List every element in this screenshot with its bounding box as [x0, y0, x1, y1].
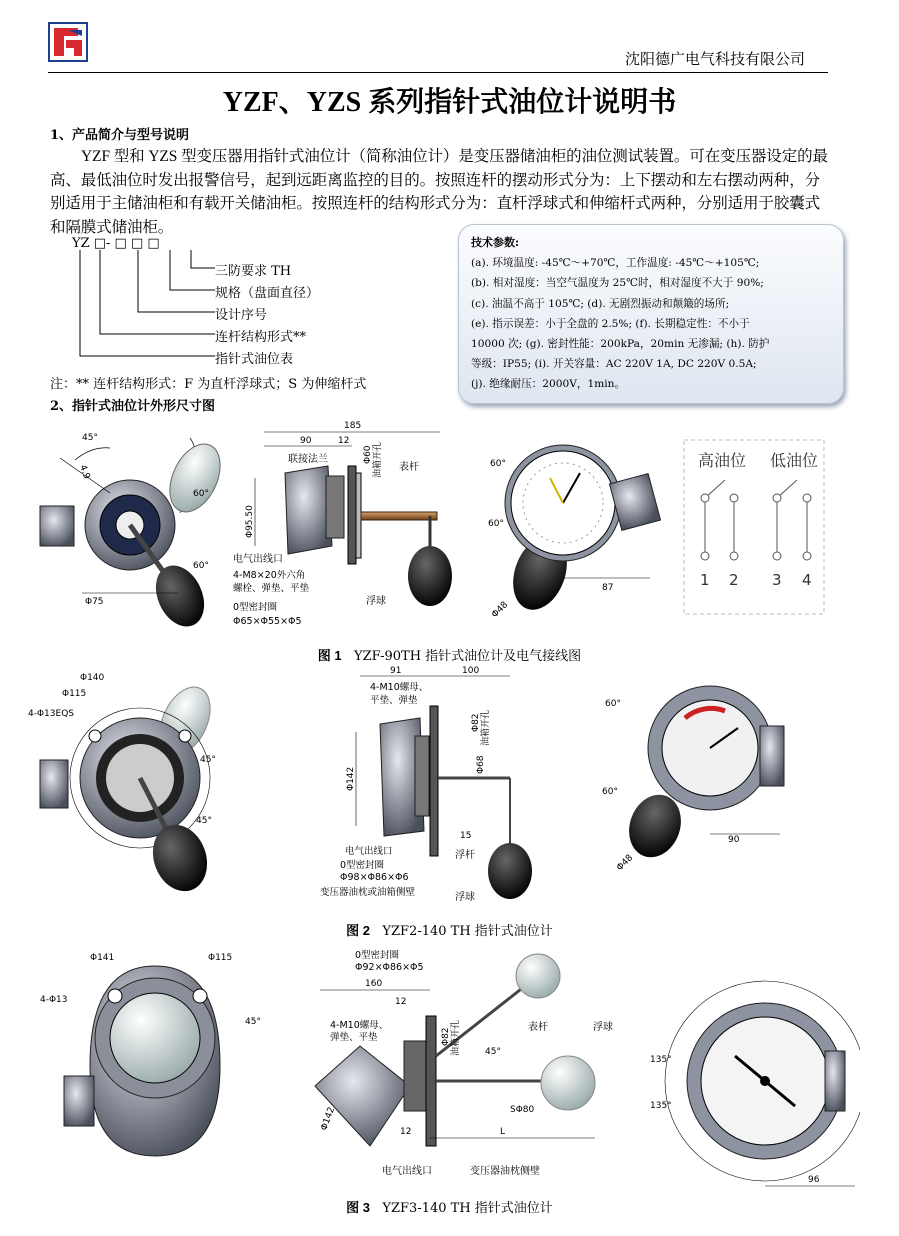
- figure-3-caption: [0, 1197, 899, 1216]
- dim: Φ48: [490, 599, 511, 621]
- tech-line: 等级：IP55; (i). 开关容量：AC 220V 1A, DC 220V 0.5A;: [471, 358, 757, 371]
- terminal-label: 3: [772, 571, 782, 589]
- dim: Φ140: [80, 673, 105, 683]
- terminal-label: 4: [802, 571, 812, 589]
- caption-text: YZF2-140 TH 指针式油位计: [382, 924, 553, 939]
- figure-2: [20, 666, 850, 906]
- dim: 60°: [488, 519, 504, 529]
- dim: 160: [365, 979, 383, 989]
- wiring-high-label: 高油位: [698, 451, 747, 470]
- figure-1: [30, 418, 860, 640]
- section-2-heading: 2、指针式油位计外形尺寸图: [50, 399, 216, 414]
- dim: 45°: [485, 1047, 501, 1057]
- dim: 12: [400, 1127, 412, 1137]
- dim: 135°: [650, 1101, 672, 1111]
- dim: Φ142: [319, 1105, 338, 1133]
- dim: 45°: [196, 816, 212, 826]
- dim: Φ82: [441, 1027, 451, 1046]
- label: 浮球: [366, 596, 386, 607]
- dim: 87: [602, 583, 614, 593]
- company-name: 沈阳德广电气科技有限公司: [624, 52, 805, 68]
- dim: Φ60: [363, 445, 373, 464]
- label: 浮杆: [455, 850, 475, 861]
- dim: 135°: [650, 1055, 672, 1065]
- label: 电气出线口: [345, 846, 393, 857]
- label: 联接法兰: [288, 454, 328, 465]
- model-label-5: 指针式油位表: [215, 352, 294, 367]
- fig3-front-view: [665, 981, 860, 1186]
- dim: 60°: [605, 699, 621, 709]
- intro-paragraph: YZF 型和 YZS 型变压器用指针式油位计（简称油位计）是变压器储油柜的油位测试装置。可在变压器设定的最高、最低油位时发出报警信号，起到远距离监控的目的。按照连杆的摆动形式分为：上下摆动和左右摆动两种，分别适用于主储油柜和有载开关储油柜。按照连杆的结构形式分为：直杆浮球式和伸缩杆式两种，分别适用于胶囊式和隔膜式储油柜。: [50, 148, 828, 236]
- tech-line: (j). 绝缘耐压：2000V，1min。: [471, 378, 626, 391]
- label: 变压器油枕侧壁: [470, 1166, 540, 1177]
- tech-line: 10000 次; (g). 密封性能：200kPa，20min 无渗漏; (h). 防护: [471, 338, 770, 351]
- terminal-label: 1: [700, 571, 710, 589]
- dim: Φ115: [208, 953, 233, 963]
- dim: 15: [460, 831, 472, 841]
- label: 电气出线口: [233, 554, 283, 565]
- dim: SΦ80: [510, 1105, 535, 1115]
- dim: 185: [344, 421, 362, 431]
- dim: 油箱开孔: [481, 709, 491, 746]
- tech-params-box: [458, 224, 844, 404]
- caption-number: 图 2: [346, 923, 371, 938]
- dim: 90: [300, 436, 312, 446]
- model-code: YZ □- □ □ □: [72, 236, 160, 251]
- dim: 12: [338, 436, 350, 446]
- dim: 96: [808, 1175, 820, 1185]
- dim: Φ68: [476, 755, 486, 774]
- dim: Φ95.50: [245, 505, 255, 538]
- caption-number: 图 1: [317, 648, 342, 663]
- dim: L: [500, 1127, 506, 1137]
- label: 平垫、弹垫: [370, 695, 418, 706]
- dim: Φ142: [346, 766, 356, 791]
- caption-number: 图 3: [346, 1200, 371, 1215]
- dim: Φ48: [615, 852, 636, 874]
- company-logo: [48, 22, 88, 62]
- label: 浮球: [593, 1022, 613, 1033]
- dim: 60°: [193, 561, 209, 571]
- terminal-label: 2: [729, 571, 739, 589]
- label: 电气出线口: [382, 1166, 432, 1177]
- figure-3: [30, 946, 860, 1190]
- tech-line: (b). 相对湿度：当空气温度为 25℃时，相对湿度不大于 90%;: [471, 277, 764, 290]
- dim: 12: [395, 997, 407, 1007]
- dim: Φ115: [62, 689, 87, 699]
- label: 4-M10螺母、: [330, 1020, 389, 1031]
- header-rule: [48, 72, 828, 73]
- dim: Φ82: [471, 713, 481, 732]
- document-title: YZF、YZS 系列指针式油位计说明书: [222, 87, 677, 118]
- label: 浮球: [455, 892, 475, 903]
- tech-line: (a). 环境温度: -45℃～+70℃，工作温度: -45℃～+105℃;: [471, 257, 760, 270]
- figure-1-caption: [0, 645, 899, 664]
- dim: 60°: [602, 787, 618, 797]
- fig2-front-view: [621, 686, 784, 865]
- dim: 60°: [490, 459, 506, 469]
- label: 螺栓、弹垫、平垫: [233, 583, 310, 594]
- dim: 45°: [245, 1017, 261, 1027]
- label: 4-M10螺母、: [370, 682, 429, 693]
- model-note: 注：** 连杆结构形式：F 为直杆浮球式；S 为伸缩杆式: [50, 377, 367, 392]
- dim: 91: [390, 666, 402, 676]
- tech-line: (c). 油温不高于 105℃; (d). 无剧烈振动和颠簸的场所;: [471, 297, 730, 310]
- label: Φ98×Φ86×Φ6: [340, 872, 409, 883]
- dim: 油箱开孔: [451, 1019, 461, 1056]
- fig3-top-view: [64, 966, 220, 1156]
- label: 0型密封圈: [355, 950, 400, 961]
- label: 0型密封圈: [233, 602, 278, 613]
- model-label-3: 设计序号: [215, 308, 268, 323]
- label: 变压器油枕或油箱侧壁: [320, 887, 416, 898]
- tech-line: (e). 指示误差：小于全盘的 2.5%; (f). 长期稳定性：不小于: [471, 317, 750, 330]
- label: Φ65×Φ55×Φ5: [233, 616, 302, 627]
- fig1-top-view: [40, 436, 230, 634]
- dim: 60°: [193, 489, 209, 499]
- dim: 油箱开孔: [373, 441, 383, 478]
- dim: Φ141: [90, 953, 115, 963]
- model-label-2: 规格（盘面直径）: [215, 286, 320, 301]
- dim: Φ75: [85, 597, 104, 607]
- dim: 100: [462, 666, 480, 676]
- fig1-front-view: [504, 445, 661, 617]
- wiring-low-label: 低油位: [770, 451, 819, 470]
- caption-text: YZF3-140 TH 指针式油位计: [382, 1201, 553, 1216]
- label: 0型密封圈: [340, 860, 385, 871]
- model-label-4: 连杆结构形式**: [215, 330, 307, 345]
- label: 表杆: [528, 1022, 548, 1033]
- label: 弹垫、平垫: [330, 1032, 378, 1043]
- tech-heading: 技术参数:: [471, 236, 520, 249]
- dim: 4-Φ13EQS: [28, 709, 74, 719]
- dim: 4-Φ13: [40, 995, 68, 1005]
- figure-2-caption: [0, 920, 899, 939]
- section-1-heading: 1、产品简介与型号说明: [50, 128, 190, 143]
- dim: 90: [728, 835, 740, 845]
- dim: 45°: [200, 755, 216, 765]
- model-label-1: 三防要求 TH: [215, 264, 292, 279]
- caption-text: YZF-90TH 指针式油位计及电气接线图: [354, 649, 582, 664]
- dim: 45°: [82, 433, 98, 443]
- label: 4-M8×20外六角: [233, 570, 306, 581]
- label: 表杆: [399, 462, 419, 473]
- model-code-leaders: [70, 248, 220, 363]
- label: Φ92×Φ86×Φ5: [355, 962, 424, 973]
- dim: 4.9: [77, 463, 92, 481]
